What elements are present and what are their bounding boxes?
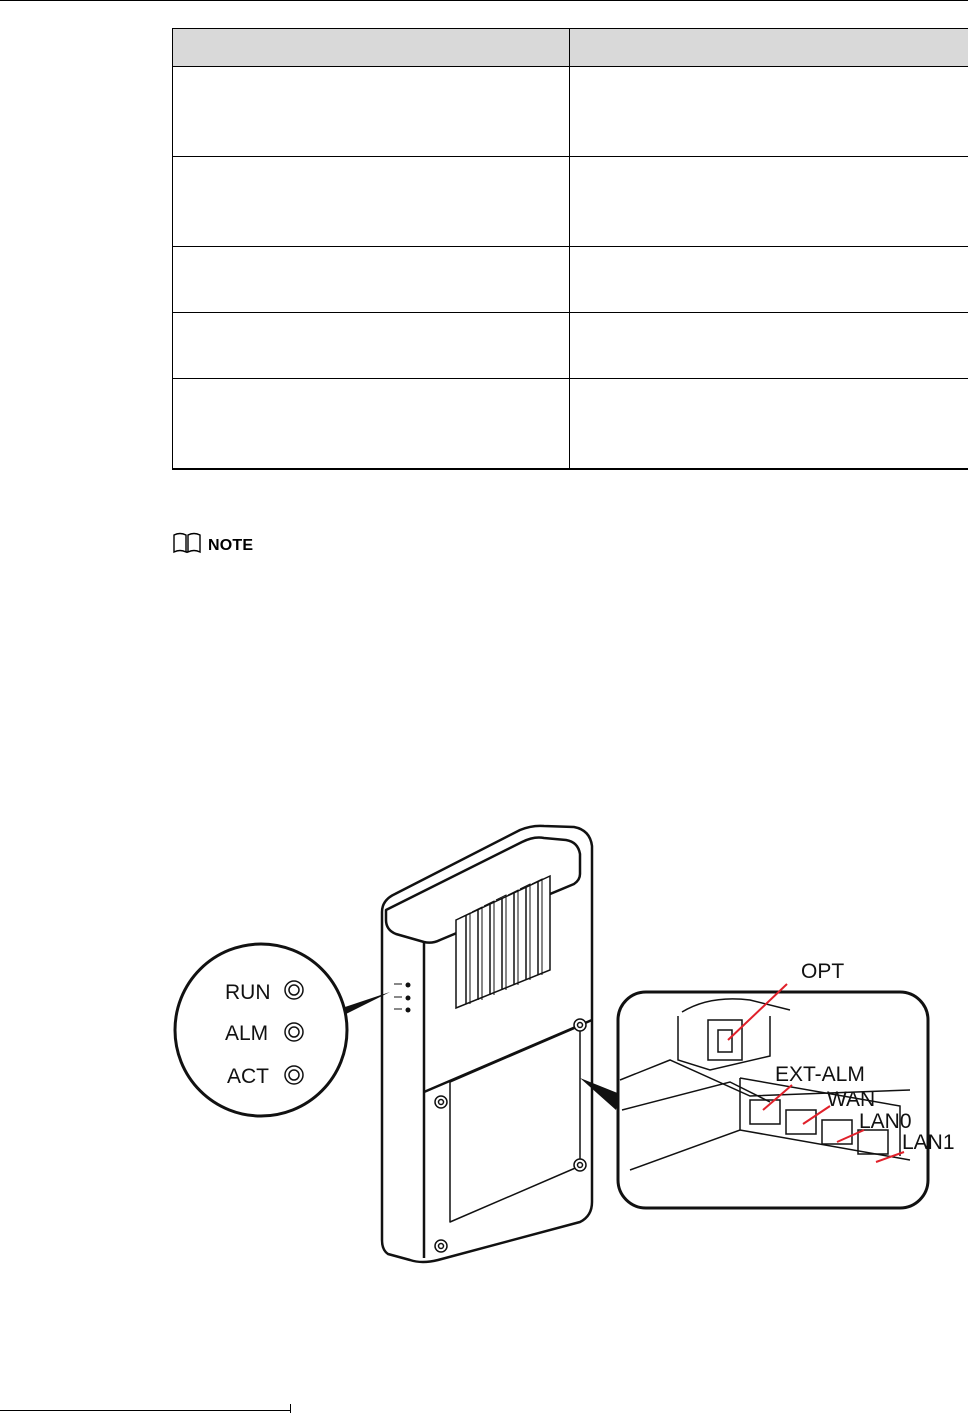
port-label-wan: WAN — [827, 1088, 876, 1111]
device-body — [382, 826, 592, 1262]
port-label-opt: OPT — [801, 960, 845, 983]
device-figure — [170, 820, 968, 1280]
table-row — [173, 379, 968, 470]
port-label-ext-alm: EXT-ALM — [775, 1063, 865, 1086]
book-icon — [172, 531, 202, 560]
indicator-label-run: RUN — [225, 981, 271, 1004]
table-cell — [570, 157, 968, 247]
table-header-cell — [570, 29, 968, 67]
note-heading — [172, 531, 253, 560]
indicator-label-act: ACT — [227, 1065, 269, 1088]
footer-rule — [0, 1410, 290, 1411]
note-label: NOTE — [208, 536, 254, 554]
table-row — [173, 157, 968, 247]
table-cell — [570, 67, 968, 157]
table-row — [173, 67, 968, 157]
header-rule — [0, 0, 968, 1]
table-cell — [570, 379, 968, 470]
table-cell — [173, 313, 570, 379]
table-row — [173, 313, 968, 379]
table-cell — [173, 247, 570, 313]
indicator-label-alm: ALM — [225, 1022, 269, 1045]
port-label-lan0: LAN0 — [859, 1110, 912, 1133]
table-header-row — [173, 29, 968, 67]
footer-rule-tick — [290, 1404, 291, 1413]
table-cell — [173, 67, 570, 157]
table-header-cell — [173, 29, 570, 67]
table-row — [173, 247, 968, 313]
table-cell — [173, 379, 570, 470]
table-cell — [570, 247, 968, 313]
spec-table — [172, 28, 968, 470]
port-label-lan1: LAN1 — [902, 1131, 955, 1154]
table-cell — [570, 313, 968, 379]
table-cell — [173, 157, 570, 247]
